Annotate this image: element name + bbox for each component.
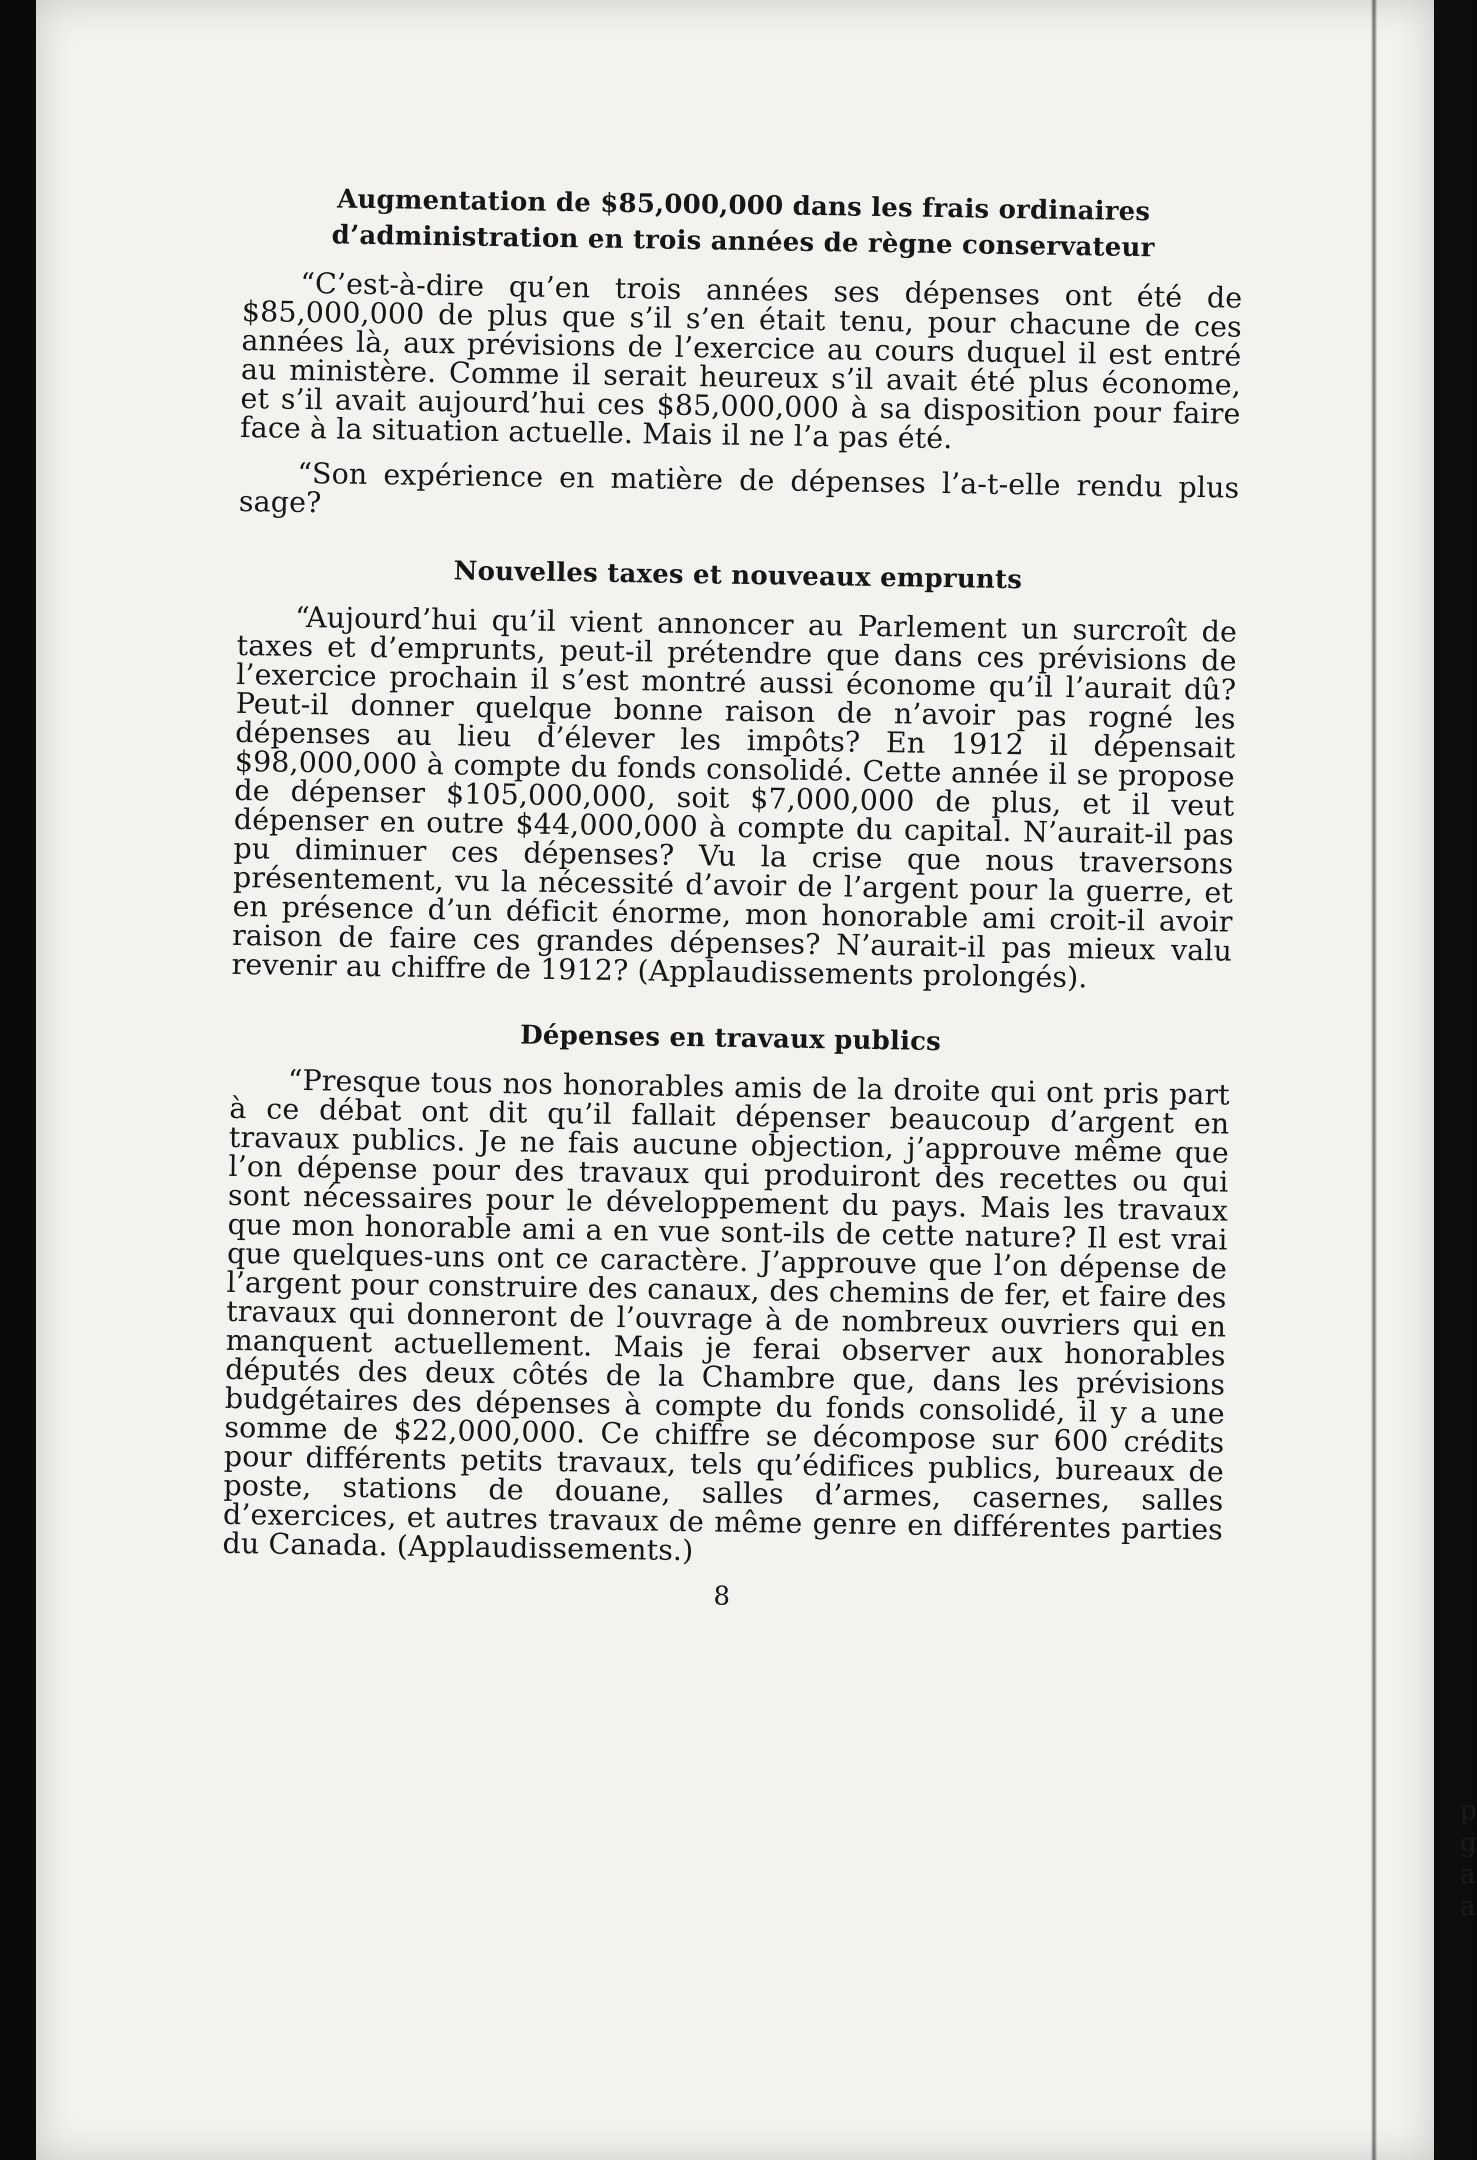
page-number: 8 <box>713 1581 731 1612</box>
paragraph-surcroit-taxes: “Aujourd’hui qu’il vient annoncer au Parlement un surcroît de taxes et d’emprunts, peut-il prétendre que dans ces prévisions de l’exercice prochain il s’est montré aussi économe qu’il l’aurait dû? Peut-il donner quelque bonne raison de n’avoir pas rogné les dépenses au lieu d’élever les impôts? En 1912 il dépensait $98,000,000 à compte du fonds consolidé. Cette année il se propose de dépenser $105,000,000, soit $7,000,000 de plus, et il veut dépenser en outre $44,000,000 à compte du capital. N’aurait-il pas pu diminuer ces dépenses? Vu la crise que nous traversons présentement, vu la nécessité d’avoir de l’argent pour la guerre, et en présence d’un déficit énorme, mon honorable ami croit-il avoir raison de faire ces grandes dépenses? N’aurait-il pas mieux valu revenir au chiffre de 1912? (Applaudissements prolongés). <box>231 600 1238 995</box>
adjacent-letter: g <box>1460 1828 1477 1858</box>
document-page <box>36 0 1434 2160</box>
adjacent-page-text <box>1460 1795 1477 1923</box>
paragraph-experience: “Son expérience en matière de dépenses l’a-t-elle rendu plus sage? <box>238 456 1240 520</box>
adjacent-letter: a <box>1460 1860 1476 1890</box>
adjacent-letter: p <box>1460 1796 1477 1826</box>
section-heading-augmentation: Augmentation de $85,000,000 dans les frais ordinaires d’administration en trois années de règne conservateur <box>331 184 1155 264</box>
document-body <box>222 180 1244 1620</box>
adjacent-letter: a <box>1460 1892 1476 1922</box>
section-heading-travaux-publics: Dépenses en travaux publics <box>519 1020 942 1058</box>
paragraph-travaux-publics: “Presque tous nos honorables amis de la droite qui ont pris part à ce débat ont dit qu’il fallait dépenser beaucoup d’argent en travaux publics. Je ne fais aucune objection, j’approuve même que l’on dépense pour des travaux qui produiront des recettes ou qui sont nécessaires pour le développement du pays. Mais les travaux que mon honorable ami a en vue sont-ils de cette nature? Il est vrai que quelques-uns ont ce caractère. J’approuve que l’on dépense de l’argent pour construire des canaux, des chemins de fer, et faire des travaux qui donneront de l’ouvrage à de nombreux ouvriers qui en manquent actuellement. Mais je ferai observer aux honorables députés des deux côtés de la Chambre que, dans les prévisions budgétaires des dépenses à compte du fonds consolidé, il y a une somme de $22,000,000. Ce chiffre se décompose sur 600 crédits pour différents petits travaux, tels qu’édifices publics, bureaux de poste, stations de douane, salles d’armes, casernes, salles d’exercices, et autres travaux de même genre en différentes parties du Canada. (Applaudissements.) <box>222 1063 1231 1568</box>
section-heading-nouvelles-taxes: Nouvelles taxes et nouveaux emprunts <box>453 556 1023 596</box>
paragraph-depenses-trois-annees: “C’est-à-dire qu’en trois années ses dépenses ont été de $85,000,000 de plus que s’il s’en était tenu, pour chacune de ces années là, aux prévisions de l’exercice au cours duquel il est entré au ministère. Comme il serait heureux s’il avait été plus économe, et s’il avait aujourd’hui ces $85,000,000 à sa disposition pour faire face à la situation actuelle. Mais il ne l’a pas été. <box>239 266 1243 456</box>
page-fold-shadow <box>1371 0 1377 2160</box>
